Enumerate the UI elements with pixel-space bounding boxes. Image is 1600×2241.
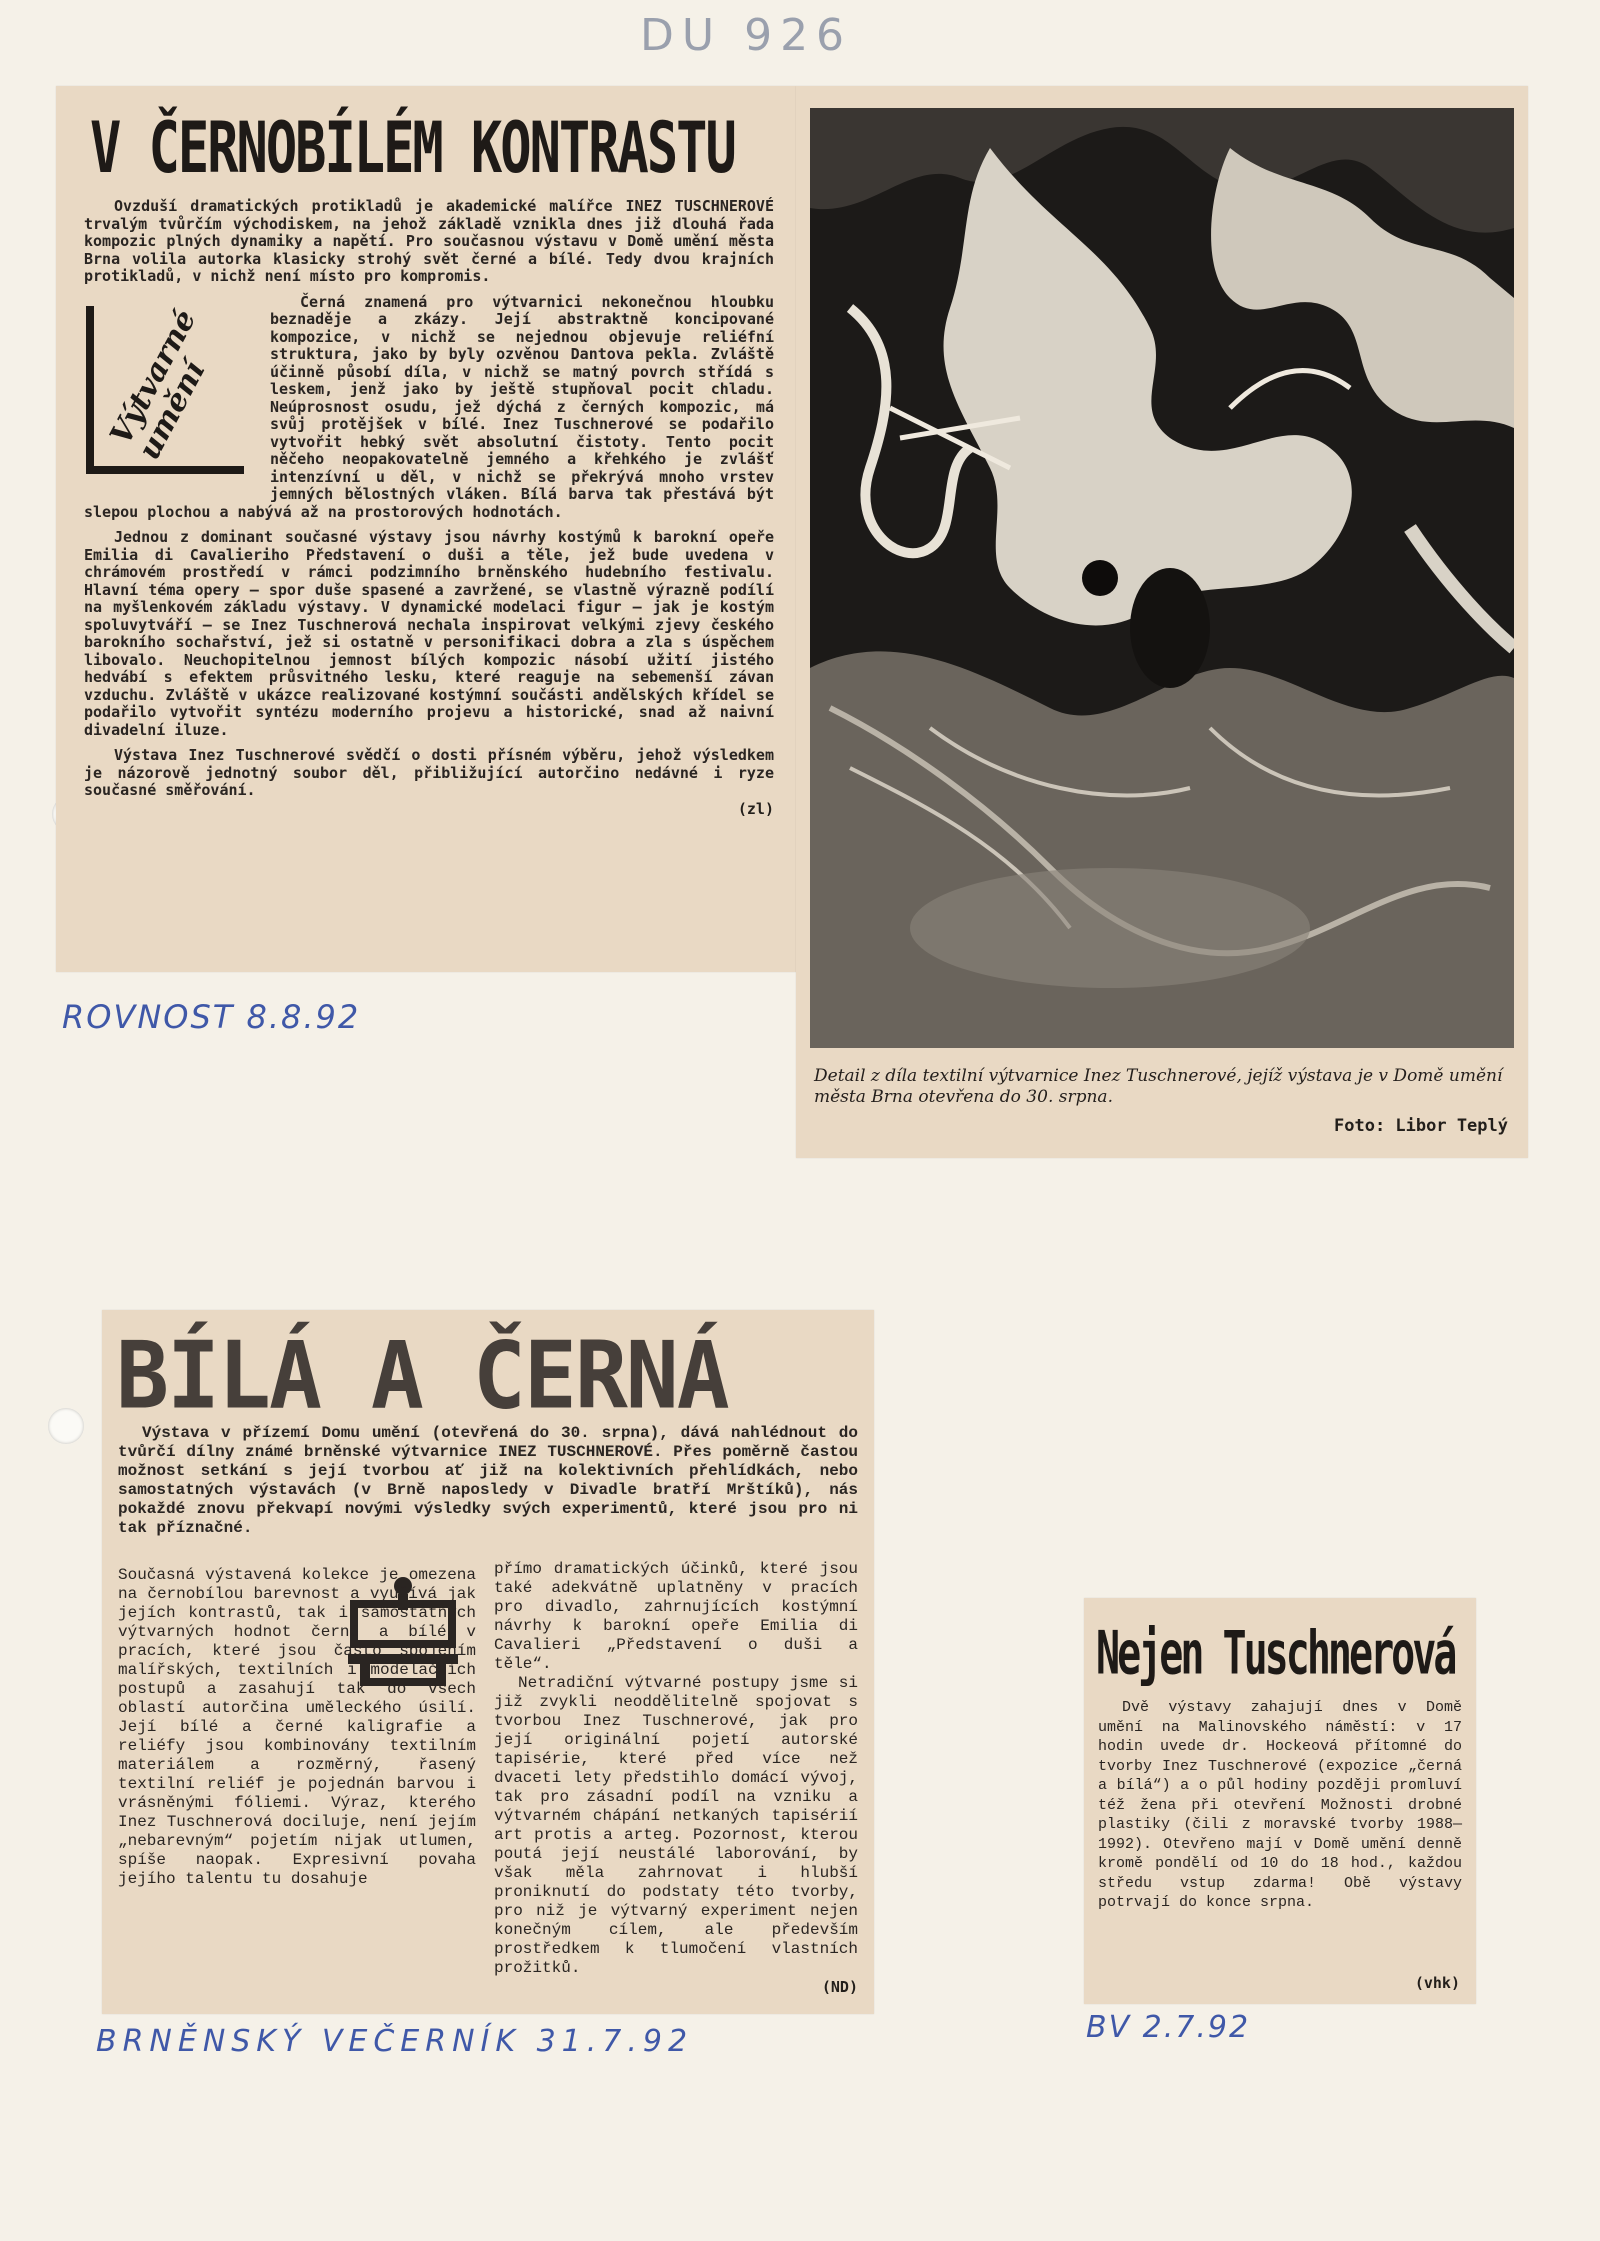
rubric-label: Výtvarné umění <box>103 303 213 465</box>
source-note-vecernik: BRNĚNSKÝ VEČERNÍK 31.7.92 <box>96 2024 694 2059</box>
photo-caption: Detail z díla textilní výtvarnice Inez Tuschnerové, jejíž výstava je v Domě umění města Brna otevřena do 30. srpna. <box>814 1066 1503 1107</box>
paragraph: Jednou z dominant současné výstavy jsou návrhy kostýmů k barokní opeře Emilia di Cavalieriho Představení o duši a těle, jež bude uvedena v chrámovém prostředí v rámci podzimního brněnského hudebního festivalu. Hlavní téma opery — spor duše spasené a zavržené, se vlastně výrazně podílí na myšlenkovém základu výstavy. V dynamické modelaci figur — jak je kostým spoluvytváří — se Inez Tuschnerová nechala inspirovat velkými zjevy českého barokního sochařství, jež si ostatně v personifikaci dobra a zla s úspěchem libovalo. Neuchopitelnou jemnost bílých kompozic násobí užití jistého hedvábí s efektem průsvitného lesku, které reaguje na sebemenší závan vzduchu. Zvláště v ukázce realizované kostýmní součásti andělských křídel se podařilo vytvořit syntézu moderního projevu a historické, snad až naivní divadelní iluze. <box>84 528 774 739</box>
signature: (zl) <box>737 799 774 818</box>
article-body-left <box>84 198 774 818</box>
clipping-rovnost-text <box>56 86 796 972</box>
paragraph: Výstava Inez Tuschnerové svědčí o dosti přísném výběru, jehož výsledkem je názorově jednotný soubor děl, přibližující autorčino nedávné i ryze současné směřování. <box>84 746 774 799</box>
paragraph: Současná výstavená kolekce je omezena na černobílou barevnost a využívá jak jejích kontrastů, tak i samostatných výtvarných hodnot černé a bílé v pracích, které jsou často spojením malířských, textilních i modelačních postupů a zasahují tak do všech oblastí autorčina uměleckého úsilí. Její bílé a černé kaligrafie a reliéfy jsou kombinovány textilním materiálem a rozměrný, řasený textilní reliéf je pojednán barvou i vrásněnými fóliemi. Výraz, kterého Inez Tuschnerová dociluje, není jejím „nebarevným“ pojetím nijak utlumen, spíše naopak. Expresivní povaha jejího talentu tu dosahuje <box>118 1566 476 1888</box>
source-note-bv: BV 2.7.92 <box>1086 2010 1251 2045</box>
headline-bila-a-cerna: BÍLÁ A ČERNÁ <box>116 1321 728 1430</box>
clipping-rovnost-photo <box>796 86 1528 1158</box>
photo-credit: Foto: Libor Teplý <box>1334 1116 1508 1136</box>
headline-nejen-tuschnerova: Nejen Tuschnerová <box>1096 1619 1455 1689</box>
textile-artwork-illustration <box>810 108 1514 1048</box>
source-note-rovnost: ROVNOST 8.8.92 <box>62 998 361 1036</box>
clipping-vecernik <box>102 1310 874 2014</box>
headline-cernobilem: V ČERNOBÍLÉM KONTRASTU <box>90 108 735 190</box>
clipping-bv <box>1084 1598 1476 2004</box>
signature: (ND) <box>821 1978 858 1996</box>
lead-paragraph: Výstava v přízemí Domu umění (otevřená do 30. srpna), dává nahlédnout do tvůrčí dílny známé brněnské výtvarnice INEZ TUSCHNEROVÉ. Přes poměrně častou možnost setkání s její tvorbou ať již na kolektivních přehlídkách, nebo samostatných výstavách (v Brně naposledy v Divadle bratří Mrštíků), nás pokaždé znovu překvapí novými výsledky svých experimentů, které jsou pro ni tak příznačné. <box>118 1424 858 1537</box>
punch-hole-bottom <box>48 1408 84 1444</box>
article-body: Dvě výstavy zahajují dnes v Domě umění na Malinovského náměstí: v 17 hodin uvede dr. Hockeová přítomné do tvorby Inez Tuschnerové (expozice „černá a bílá“) a o půl hodiny později promluví též žena při otevření Možnosti drobné plastiky (čili z moravské tvorby 1988—1992). Otevřeno mají v Domě umění denně kromě pondělí od 10 do 18 hod., každou středu vstup zdarma! Obě výstavy potrvají do konce srpna. <box>1098 1699 1462 1911</box>
rubric-logo <box>78 296 256 486</box>
article-col-1 <box>118 1566 476 1889</box>
archive-mark: DU 926 <box>640 10 853 61</box>
signature: (vhk) <box>1414 1974 1460 1992</box>
paragraph: Černá znamená pro výtvarnici nekonečnou hloubku beznaděje a zkázy. Její abstraktně koncipované kompozice, v nichž se nejednou objevuje reliéfní struktura, jako by byly ozvěnou Dantova pekla. Zvláště účinně působí díla, v nichž se matný povrch střídá s leskem, jenž jako by ještě stupňoval pocit chladu. Neúprosnost osudu, jež dýchá z černých kompozic, má svůj protějšek v bílé. Inez Tuschnerové se podařilo vytvořit hebký svět absolutní čistoty. Tento pocit něčeho neopakovatelně jemného a křehkého je zvlášť intenzívní u děl, v nichž se překrývá mnoho vrstev jemných bělostných vláken. Bílá barva tak přestává být slepou plochou a nabývá až na prostorových hodnotách. <box>84 292 774 521</box>
artwork-photo <box>810 108 1514 1048</box>
paragraph: Netradiční výtvarné postupy jsme si již zvykli neoddělitelně spojovat s tvorbou Inez Tuschnerové, jak pro její originální pojetí autorské tapisérie, které před více než dvaceti lety předstihlo domácí vývoj, tak pro zásadní podíl na vzniku a výtvarném chápání netkaných tapisérií art protis a arteg. Pozornost, kterou poutá její neustálé laborování, by však měla zahrnovat i hlubší proniknutí do podstaty této tvorby, pro niž je výtvarný experiment nejen konečným cílem, ale především prostředkem k tlumočení vlastních prožitků. <box>494 1674 858 1977</box>
paragraph: přímo dramatických účinků, které jsou také adekvátně uplatněny v pracích pro divadlo, zahrnujících kostýmní návrhy k barokní opeře Emilia di Cavalieri „Představení o duši a těle“. <box>494 1560 858 1673</box>
article-col-2 <box>494 1560 858 1996</box>
paragraph: Ovzduší dramatických protikladů je akademické malířce INEZ TUSCHNEROVÉ trvalým tvůrčím východiskem, na jehož základě vznikla dnes již dlouhá řada kompozic plných dynamiky a napětí. Pro současnou výstavu v Domě umění města Brna volila autorka klasicky strohý svět černé a bílé. Tedy dvou krajních protikladů, v nichž není místo pro kompromis. <box>84 197 774 285</box>
